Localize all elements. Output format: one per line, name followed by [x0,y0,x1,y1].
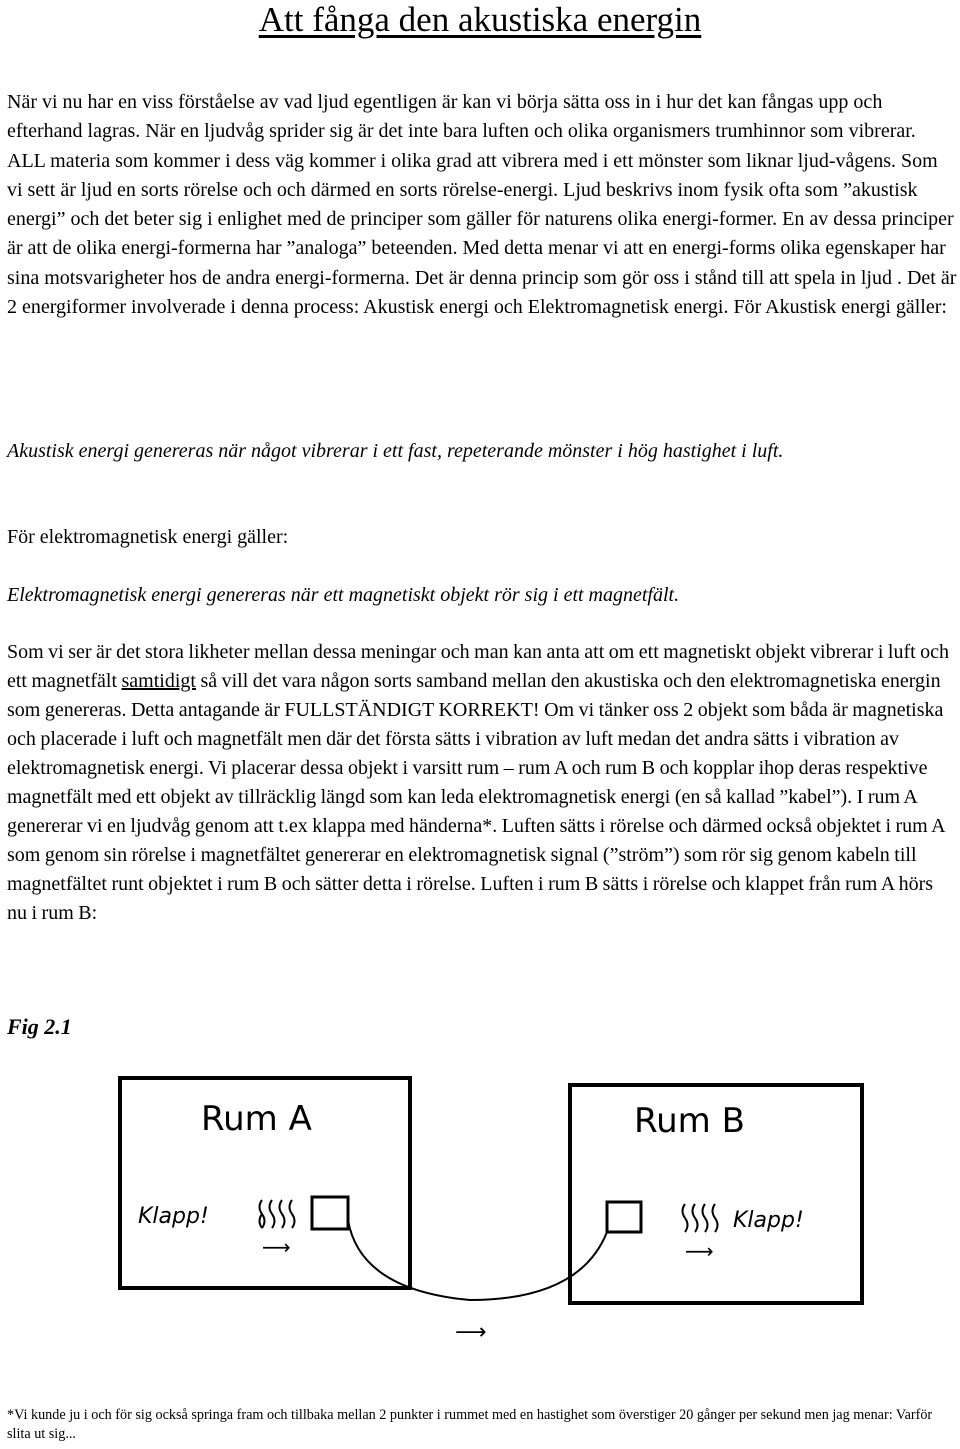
arrow-icon: ⟶ [685,1239,714,1263]
arrow-icon: ⟶ [262,1235,291,1259]
room-a-object [312,1197,348,1229]
em-intro: För elektromagnetisk energi gäller: [7,526,289,548]
room-a-label: Rum A [201,1099,312,1139]
underlined-word: samtidigt [121,670,196,692]
room-a-clap: Klapp! [138,1204,209,1229]
page-title: Att fånga den akustiska energin [258,0,702,39]
body-text-part1: Som vi ser är det stora likheter mellan dessa meningar och man kan anta att om ett magnetiskt objekt vibrerar i luft och ett magnetfält [7,641,950,692]
room-diagram [0,1060,960,1360]
intro-paragraph: När vi nu har en viss förståelse av vad ljud egentligen är kan vi börja sätta oss in i hur det kan fångas upp och efterhand lagras. När en ljudvåg sprider sig är det inte bara luften och olika organismers trumhinnor som vibrerar. ALL materia som kommer i dess väg kommer i olika grad att vibrera med i ett mönster som liknar ljud-vågens. Som vi sett är ljud en sorts rörelse och och därmed en sorts rörelse-energi. Ljud beskrivs inom fysik ofta som ”akustisk energi” och det beter sig i enlighet med de principer som gäller för naturens olika energi-former. En av dessa principer är att de olika energi-formerna har ”analoga” beteenden. Med detta menar vi att en energi-forms olika egenskaper har sina motsvarigheter hos de andra energi-formerna. Det är denna princip som gör oss i stånd till att spela in ljud . Det är 2 energiformer involverade i denna process: Akustisk energi och Elektromagnetisk energi. För Akustisk energi gäller: [7,91,957,319]
sound-wave-icon [683,1204,718,1232]
body-text-part2: så vill det vara någon sorts samband mellan den akustiska och den elektromagnetiska energin som genereras. Detta antagande är FULLSTÄNDIGT KORREKT! Om vi tänker oss 2 objekt som båda är magnetiska och placerade i luft och magnetfält men där det första sätts i vibration av luft medan det andra sätts i vibration av elektromagnetisk energi. Vi placerar dessa objekt i varsitt rum – rum A och rum B och kopplar ihop deras respektive magnetfält med ett objekt av tillräcklig längd som kan leda elektromagnetisk energi (en så kallad ”kabel”). I rum A genererar vi en ljudvåg genom att t.ex klappa med händerna*. Luften sätts i rörelse och därmed också objektet i rum A som genom sin rörelse i magnetfältet genererar en elektromagnetisk signal (”ström”) som rör sig genom kabeln till magnetfältet runt objektet i rum B och sätter detta i rörelse. Luften i rum B sätts i rörelse och klappet från rum A hörs nu i rum B: [7,670,945,924]
cable-arrow-icon: ⟶ [455,1320,487,1345]
room-b-label: Rum B [634,1101,745,1141]
sound-wave-icon [260,1200,295,1228]
room-b-object [607,1202,641,1232]
acoustic-definition: Akustisk energi genereras när något vibrerar i ett fast, repeterande mönster i hög hastighet i luft. [7,440,784,462]
body-paragraph [7,638,957,928]
room-b-clap: Klapp! [733,1208,804,1233]
footnote: *Vi kunde ju i och för sig också springa fram och tillbaka mellan 2 punkter i rummet med en hastighet som överstiger 20 gånger per sekund men jag menar: Varför slita ut sig... [7,1407,933,1442]
figure-label: Fig 2.1 [7,1014,72,1039]
em-definition: Elektromagnetisk energi genereras när ett magnetiskt objekt rör sig i ett magnetfält. [7,584,680,606]
